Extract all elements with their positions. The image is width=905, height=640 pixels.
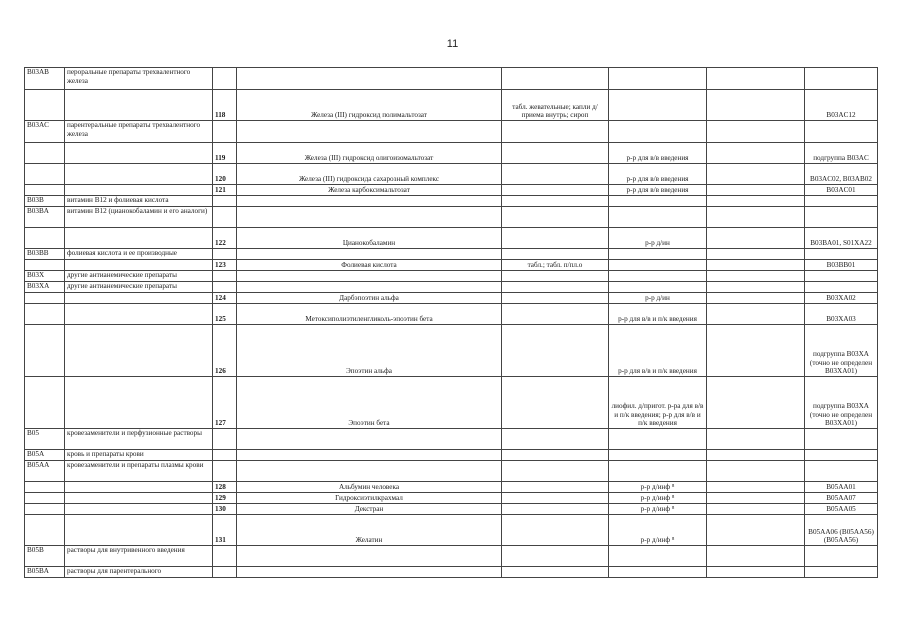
- atc-code-cell: B03XA03: [805, 304, 878, 325]
- extra-cell: [707, 121, 805, 143]
- atc-group-code-cell: B05A: [25, 450, 65, 461]
- page-number: 11: [446, 38, 459, 50]
- extra-cell: [707, 196, 805, 207]
- dosage-form-alt-cell: [609, 121, 707, 143]
- dosage-form-cell: [502, 293, 609, 304]
- atc-code-cell: [805, 546, 878, 567]
- atc-group-name-cell: пероральные препараты трехвалентного железа: [65, 68, 213, 90]
- dosage-form-alt-cell: [609, 68, 707, 90]
- atc-code-cell: [805, 196, 878, 207]
- atc-group-name-cell: кровезаменители и перфузионные растворы: [65, 429, 213, 450]
- dosage-form-cell: [502, 164, 609, 185]
- drug-name-cell: [237, 271, 502, 282]
- atc-group-code-cell: [25, 260, 65, 271]
- drug-name-cell: [237, 121, 502, 143]
- extra-cell: [707, 504, 805, 515]
- dosage-form-cell: [502, 482, 609, 493]
- extra-cell: [707, 450, 805, 461]
- dosage-form-alt-cell: р-р для в/в введения: [609, 164, 707, 185]
- drug-name-cell: Железа карбоксимальтозат: [237, 185, 502, 196]
- atc-group-name-cell: [65, 293, 213, 304]
- table-row: [25, 461, 878, 482]
- table-row: [25, 377, 878, 429]
- dosage-form-cell: [502, 207, 609, 228]
- item-number-cell: [213, 121, 237, 143]
- dosage-form-cell: [502, 121, 609, 143]
- item-number-cell: [213, 429, 237, 450]
- drug-name-cell: Железа (III) гидроксида сахарозный комплекс: [237, 164, 502, 185]
- atc-group-name-cell: [65, 304, 213, 325]
- dosage-form-alt-cell: [609, 567, 707, 578]
- atc-group-name-cell: витамин B12 и фолиевая кислота: [65, 196, 213, 207]
- atc-group-code-cell: B03XA: [25, 282, 65, 293]
- extra-cell: [707, 271, 805, 282]
- dosage-form-cell: [502, 429, 609, 450]
- table-row: [25, 143, 878, 164]
- atc-group-name-cell: кровь и препараты крови: [65, 450, 213, 461]
- atc-code-cell: [805, 429, 878, 450]
- item-number-cell: [213, 461, 237, 482]
- drug-name-cell: Цианокобаламин: [237, 228, 502, 249]
- table-row: [25, 196, 878, 207]
- extra-cell: [707, 461, 805, 482]
- atc-group-code-cell: B03B: [25, 196, 65, 207]
- drug-name-cell: [237, 567, 502, 578]
- drug-name-cell: [237, 249, 502, 260]
- extra-cell: [707, 68, 805, 90]
- atc-group-code-cell: [25, 228, 65, 249]
- atc-group-code-cell: B03X: [25, 271, 65, 282]
- item-number-cell: 128: [213, 482, 237, 493]
- atc-code-cell: [805, 68, 878, 90]
- drug-name-cell: Эпоэтин альфа: [237, 325, 502, 377]
- extra-cell: [707, 567, 805, 578]
- dosage-form-alt-cell: р-р д/инф ⁸: [609, 493, 707, 504]
- drug-name-cell: Эпоэтин бета: [237, 377, 502, 429]
- atc-code-cell: B03XA02: [805, 293, 878, 304]
- table-row: [25, 482, 878, 493]
- dosage-form-alt-cell: [609, 249, 707, 260]
- extra-cell: [707, 282, 805, 293]
- atc-code-cell: B05AA05: [805, 504, 878, 515]
- extra-cell: [707, 377, 805, 429]
- extra-cell: [707, 260, 805, 271]
- table-row: [25, 271, 878, 282]
- dosage-form-alt-cell: р-р для в/в и п/к введения: [609, 325, 707, 377]
- atc-group-name-cell: растворы для внутривенного введения: [65, 546, 213, 567]
- dosage-form-cell: [502, 143, 609, 164]
- dosage-form-alt-cell: р-р д/ин: [609, 293, 707, 304]
- table-row: [25, 429, 878, 450]
- table-row: [25, 228, 878, 249]
- extra-cell: [707, 90, 805, 121]
- item-number-cell: [213, 450, 237, 461]
- table-row: [25, 260, 878, 271]
- table-row: [25, 282, 878, 293]
- extra-cell: [707, 493, 805, 504]
- table-row: [25, 68, 878, 90]
- dosage-form-cell: [502, 249, 609, 260]
- dosage-form-cell: [502, 493, 609, 504]
- dosage-form-cell: [502, 271, 609, 282]
- atc-code-cell: [805, 461, 878, 482]
- extra-cell: [707, 325, 805, 377]
- atc-code-cell: [805, 207, 878, 228]
- dosage-form-alt-cell: [609, 461, 707, 482]
- atc-group-code-cell: [25, 143, 65, 164]
- dosage-form-alt-cell: р-р для в/в введения: [609, 185, 707, 196]
- drug-table: [24, 67, 878, 578]
- table-row: [25, 515, 878, 546]
- atc-group-name-cell: растворы для парентерального: [65, 567, 213, 578]
- drug-name-cell: [237, 207, 502, 228]
- atc-group-name-cell: [65, 185, 213, 196]
- atc-group-name-cell: [65, 228, 213, 249]
- extra-cell: [707, 304, 805, 325]
- atc-code-cell: B03AC02, B03AB02: [805, 164, 878, 185]
- atc-group-name-cell: другие антианемические препараты: [65, 282, 213, 293]
- item-number-cell: 125: [213, 304, 237, 325]
- dosage-form-cell: [502, 377, 609, 429]
- atc-group-code-cell: B03AB: [25, 68, 65, 90]
- item-number-cell: 121: [213, 185, 237, 196]
- dosage-form-alt-cell: [609, 196, 707, 207]
- table-row: [25, 293, 878, 304]
- dosage-form-cell: [502, 68, 609, 90]
- dosage-form-cell: [502, 567, 609, 578]
- atc-code-cell: [805, 249, 878, 260]
- dosage-form-alt-cell: р-р для в/в введения: [609, 143, 707, 164]
- drug-name-cell: [237, 450, 502, 461]
- item-number-cell: 119: [213, 143, 237, 164]
- item-number-cell: [213, 282, 237, 293]
- extra-cell: [707, 293, 805, 304]
- extra-cell: [707, 143, 805, 164]
- dosage-form-cell: [502, 282, 609, 293]
- table-row: [25, 121, 878, 143]
- drug-name-cell: Декстран: [237, 504, 502, 515]
- dosage-form-cell: [502, 325, 609, 377]
- item-number-cell: 130: [213, 504, 237, 515]
- item-number-cell: [213, 249, 237, 260]
- extra-cell: [707, 429, 805, 450]
- dosage-form-alt-cell: лиофил. д/пригот. р-ра для в/в и п/к введения; р-р для в/в и п/к введения: [609, 377, 707, 429]
- atc-group-code-cell: [25, 504, 65, 515]
- atc-code-cell: [805, 450, 878, 461]
- dosage-form-alt-cell: р-р д/инф ⁸: [609, 482, 707, 493]
- atc-group-name-cell: [65, 493, 213, 504]
- table-row: [25, 304, 878, 325]
- atc-group-code-cell: B03BA: [25, 207, 65, 228]
- drug-name-cell: Железа (III) гидроксид олигоизомальтозат: [237, 143, 502, 164]
- atc-code-cell: подгруппа B03XA (точно не определен B03XA01): [805, 325, 878, 377]
- atc-group-name-cell: [65, 164, 213, 185]
- item-number-cell: [213, 196, 237, 207]
- drug-name-cell: Альбумин человека: [237, 482, 502, 493]
- atc-group-code-cell: [25, 164, 65, 185]
- item-number-cell: 126: [213, 325, 237, 377]
- dosage-form-alt-cell: р-р д/ин: [609, 228, 707, 249]
- extra-cell: [707, 546, 805, 567]
- item-number-cell: 118: [213, 90, 237, 121]
- atc-code-cell: подгруппа B03XA (точно не определен B03XA01): [805, 377, 878, 429]
- atc-group-name-cell: [65, 143, 213, 164]
- dosage-form-cell: табл.; табл. п/пл.о: [502, 260, 609, 271]
- item-number-cell: 129: [213, 493, 237, 504]
- drug-name-cell: Метоксиполиэтиленгликоль-эпоэтин бета: [237, 304, 502, 325]
- atc-group-name-cell: [65, 482, 213, 493]
- atc-group-name-cell: парентеральные препараты трехвалентного железа: [65, 121, 213, 143]
- item-number-cell: 120: [213, 164, 237, 185]
- atc-group-name-cell: [65, 260, 213, 271]
- atc-group-code-cell: [25, 325, 65, 377]
- atc-group-name-cell: кровезаменители и препараты плазмы крови: [65, 461, 213, 482]
- atc-group-code-cell: B03BB: [25, 249, 65, 260]
- item-number-cell: [213, 567, 237, 578]
- extra-cell: [707, 164, 805, 185]
- dosage-form-alt-cell: [609, 271, 707, 282]
- dosage-form-cell: [502, 228, 609, 249]
- drug-name-cell: [237, 196, 502, 207]
- dosage-form-cell: [502, 546, 609, 567]
- atc-code-cell: B03AC12: [805, 90, 878, 121]
- atc-code-cell: подгруппа B03AC: [805, 143, 878, 164]
- item-number-cell: 131: [213, 515, 237, 546]
- drug-name-cell: [237, 429, 502, 450]
- extra-cell: [707, 207, 805, 228]
- atc-group-name-cell: [65, 90, 213, 121]
- item-number-cell: [213, 271, 237, 282]
- drug-name-cell: [237, 546, 502, 567]
- extra-cell: [707, 482, 805, 493]
- dosage-form-cell: [502, 461, 609, 482]
- atc-group-code-cell: [25, 304, 65, 325]
- atc-code-cell: [805, 282, 878, 293]
- atc-group-code-cell: [25, 377, 65, 429]
- item-number-cell: 127: [213, 377, 237, 429]
- dosage-form-cell: [502, 504, 609, 515]
- table-body: [25, 68, 878, 578]
- atc-group-code-cell: [25, 90, 65, 121]
- dosage-form-alt-cell: р-р д/инф ⁸: [609, 515, 707, 546]
- drug-name-cell: Дарбэпоэтин альфа: [237, 293, 502, 304]
- dosage-form-cell: [502, 450, 609, 461]
- atc-group-code-cell: [25, 482, 65, 493]
- atc-group-name-cell: [65, 377, 213, 429]
- atc-group-code-cell: B05AA: [25, 461, 65, 482]
- dosage-form-alt-cell: р-р для в/в и п/к введения: [609, 304, 707, 325]
- dosage-form-alt-cell: [609, 90, 707, 121]
- dosage-form-alt-cell: [609, 260, 707, 271]
- atc-code-cell: [805, 567, 878, 578]
- atc-code-cell: B03BA01, S01XA22: [805, 228, 878, 249]
- atc-group-name-cell: витамин B12 (цианокобаламин и его аналоги): [65, 207, 213, 228]
- table-row: [25, 185, 878, 196]
- dosage-form-alt-cell: р-р д/инф ⁸: [609, 504, 707, 515]
- atc-group-code-cell: [25, 515, 65, 546]
- atc-group-code-cell: B03AC: [25, 121, 65, 143]
- extra-cell: [707, 249, 805, 260]
- atc-group-name-cell: [65, 504, 213, 515]
- drug-name-cell: Гидроксиэтилкрахмал: [237, 493, 502, 504]
- atc-group-code-cell: B05: [25, 429, 65, 450]
- table-row: [25, 207, 878, 228]
- atc-group-code-cell: B05B: [25, 546, 65, 567]
- dosage-form-alt-cell: [609, 207, 707, 228]
- drug-name-cell: [237, 461, 502, 482]
- atc-code-cell: B05AA06 (B05AA56) (B05AA56): [805, 515, 878, 546]
- atc-code-cell: B03AC01: [805, 185, 878, 196]
- atc-code-cell: [805, 121, 878, 143]
- table-row: [25, 567, 878, 578]
- drug-name-cell: [237, 282, 502, 293]
- atc-group-code-cell: [25, 185, 65, 196]
- drug-name-cell: [237, 68, 502, 90]
- atc-group-name-cell: [65, 515, 213, 546]
- table-row: [25, 325, 878, 377]
- atc-code-cell: B05AA01: [805, 482, 878, 493]
- atc-group-name-cell: другие антианемические препараты: [65, 271, 213, 282]
- item-number-cell: 122: [213, 228, 237, 249]
- dosage-form-alt-cell: [609, 429, 707, 450]
- table-row: [25, 504, 878, 515]
- item-number-cell: [213, 546, 237, 567]
- table-row: [25, 90, 878, 121]
- item-number-cell: [213, 207, 237, 228]
- drug-name-cell: Желатин: [237, 515, 502, 546]
- extra-cell: [707, 515, 805, 546]
- table-row: [25, 450, 878, 461]
- drug-name-cell: Фолиевая кислота: [237, 260, 502, 271]
- table-row: [25, 164, 878, 185]
- atc-code-cell: B03BB01: [805, 260, 878, 271]
- table-row: [25, 493, 878, 504]
- atc-group-code-cell: B05BA: [25, 567, 65, 578]
- dosage-form-alt-cell: [609, 546, 707, 567]
- table-row: [25, 546, 878, 567]
- item-number-cell: 124: [213, 293, 237, 304]
- dosage-form-cell: [502, 196, 609, 207]
- atc-code-cell: B05AA07: [805, 493, 878, 504]
- dosage-form-cell: [502, 515, 609, 546]
- table-row: [25, 249, 878, 260]
- dosage-form-cell: [502, 304, 609, 325]
- dosage-form-cell: [502, 185, 609, 196]
- dosage-form-cell: табл. жевательные; капли д/приема внутрь; сироп: [502, 90, 609, 121]
- dosage-form-alt-cell: [609, 282, 707, 293]
- atc-group-name-cell: фолиевая кислота и ее производные: [65, 249, 213, 260]
- dosage-form-alt-cell: [609, 450, 707, 461]
- atc-group-name-cell: [65, 325, 213, 377]
- extra-cell: [707, 228, 805, 249]
- drug-name-cell: Железа (III) гидроксид полимальтозат: [237, 90, 502, 121]
- atc-group-code-cell: [25, 493, 65, 504]
- item-number-cell: 123: [213, 260, 237, 271]
- item-number-cell: [213, 68, 237, 90]
- atc-code-cell: [805, 271, 878, 282]
- extra-cell: [707, 185, 805, 196]
- atc-group-code-cell: [25, 293, 65, 304]
